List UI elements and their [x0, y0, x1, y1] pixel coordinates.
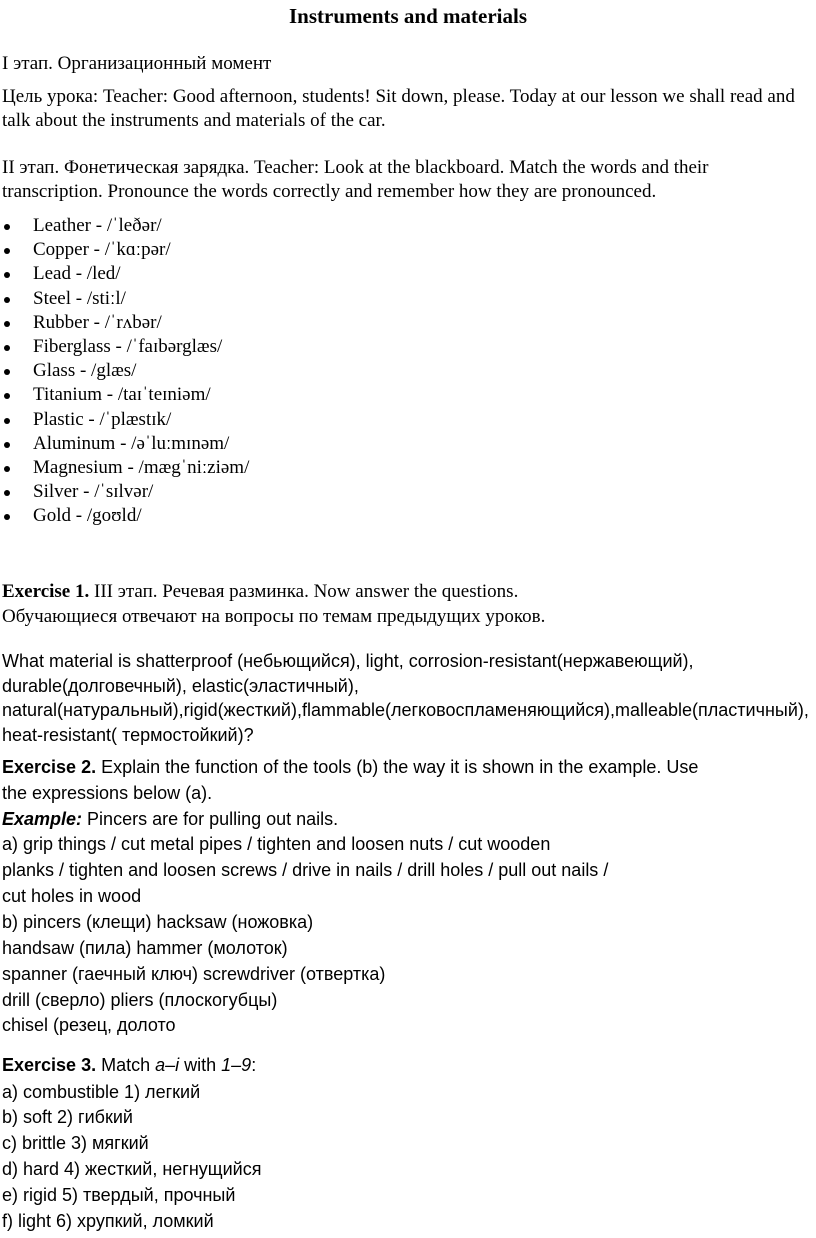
list-item: Magnesium - /mægˈniːziəm/ — [0, 456, 249, 480]
list-item: Glass - /glæs/ — [0, 359, 249, 383]
list-item: Rubber - /ˈrʌbər/ — [0, 311, 249, 335]
exercise2-line: planks / tighten and loosen screws / drive in nails / drill holes / pull out nails / — [2, 860, 609, 880]
exercise2-line: drill (сверло) pliers (плоскогубцы) — [2, 990, 278, 1010]
list-item: Silver - /ˈsɪlvər/ — [0, 480, 249, 504]
list-item: Fiberglass - /ˈfaɪbərglæs/ — [0, 335, 249, 359]
exercise3-line: e) rigid 5) твердый, прочный — [2, 1185, 236, 1205]
exercise3-line: c) brittle 3) мягкий — [2, 1133, 149, 1153]
example-text: Pincers are for pulling out nails. — [82, 809, 339, 829]
exercise2-line: b) pincers (клещи) hacksaw (ножовка) — [2, 912, 314, 932]
list-item: Steel - /stiːl/ — [0, 287, 249, 311]
list-item: Titanium - /taɪˈteɪniəm/ — [0, 383, 249, 407]
list-item: Copper - /ˈkɑːpər/ — [0, 238, 249, 262]
example-label: Example: — [2, 809, 83, 829]
exercise3-line: f) light 6) хрупкий, ломкий — [2, 1211, 214, 1231]
exercise2-instruction-cont: the expressions below (a). — [2, 783, 213, 803]
exercise3-colon: : — [251, 1055, 257, 1075]
exercise1-question: What material is shatterproof (небьющийся), light, corrosion-resistant(нержавеющий), durable(долговечный), elastic(эластичный), natural(натуральный),rigid(жесткий),flammable(легковоспламеняющийся),malleable(пластичный), heat-resistant( термостойкий)? — [2, 651, 809, 745]
exercise3-label: Exercise 3. — [2, 1055, 97, 1075]
exercise1-label: Exercise 1. — [2, 581, 90, 602]
exercise3-range-a: a–i — [155, 1055, 180, 1075]
page-title: Instruments and materials — [288, 4, 527, 28]
stage1-heading: I этап. Организационный момент — [2, 53, 272, 74]
exercise3-line: b) soft 2) гибкий — [2, 1107, 133, 1127]
exercise2-line: handsaw (пила) hammer (молоток) — [2, 938, 288, 958]
lesson-goal: Цель урока: Teacher: Good afternoon, students! Sit down, please. Today at our lesson we shall read and talk about the instruments and materials of the car. — [2, 86, 795, 131]
exercise2-line: spanner (гаечный ключ) screwdriver (отвертка) — [2, 964, 386, 984]
stage2-paragraph: II этап. Фонетическая зарядка. Teacher: Look at the blackboard. Match the words and their transcription. Pronounce the words correctly and remember how they are pronounced. — [2, 157, 709, 202]
exercise2-line: chisel (резец, долото — [2, 1015, 176, 1035]
list-item: Aluminum - /əˈluːmɪnəm/ — [0, 432, 249, 456]
word-list — [0, 214, 249, 528]
list-item: Lead - /led/ — [0, 262, 249, 286]
exercise3-range-b: 1–9 — [221, 1055, 252, 1075]
exercise1-stage: III этап. Речевая разминка. Now answer the questions. — [89, 581, 519, 602]
list-item: Plastic - /ˈplæstɪk/ — [0, 408, 249, 432]
exercise1-heading — [2, 580, 518, 604]
exercise1-note: Обучающиеся отвечают на вопросы по темам предыдущих уроков. — [2, 606, 546, 627]
exercise2-example — [2, 807, 338, 831]
exercise3-heading — [2, 1053, 256, 1077]
exercise2-heading — [2, 755, 698, 779]
exercise2-line: a) grip things / cut metal pipes / tighten and loosen nuts / cut wooden — [2, 834, 551, 854]
exercise2-label: Exercise 2. — [2, 757, 97, 777]
exercise3-match-word: Match — [96, 1055, 156, 1075]
list-item: Gold - /goʊld/ — [0, 504, 249, 528]
exercise2-instruction: Explain the function of the tools (b) the way it is shown in the example. Use — [96, 757, 699, 777]
exercise3-line: a) combustible 1) легкий — [2, 1082, 201, 1102]
exercise3-line: d) hard 4) жесткий, негнущийся — [2, 1159, 262, 1179]
exercise3-with-word: with — [179, 1055, 222, 1075]
exercise2-line: cut holes in wood — [2, 886, 142, 906]
list-item: Leather - /ˈleðər/ — [0, 214, 249, 238]
